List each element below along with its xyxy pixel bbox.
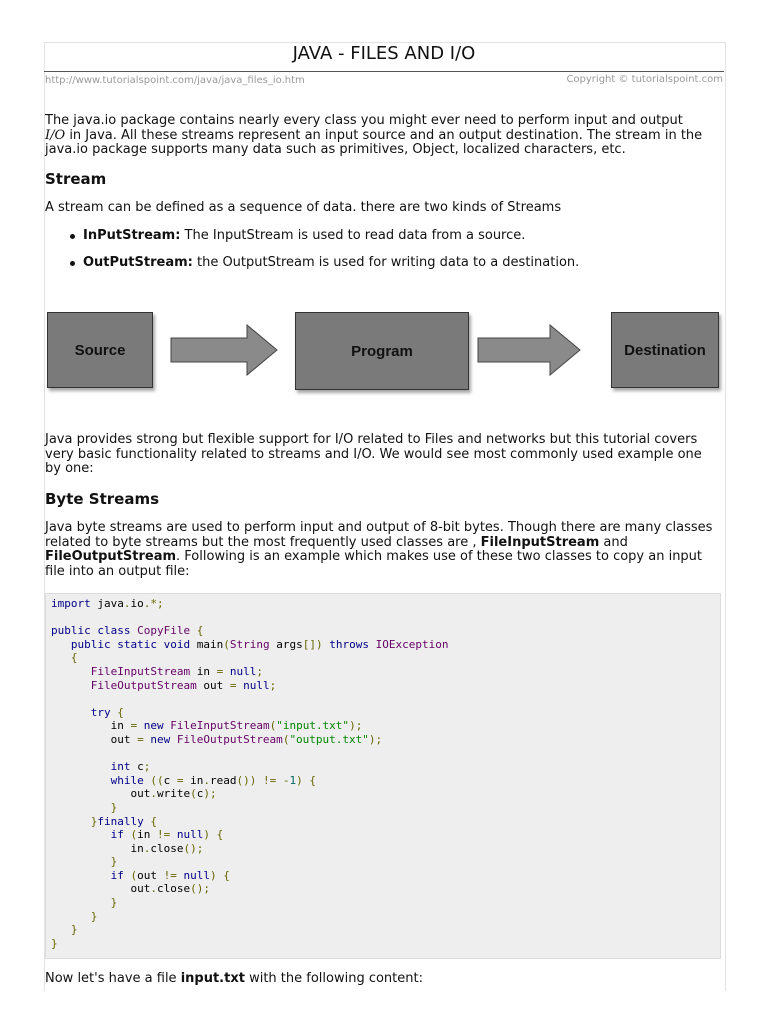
bullet-icon xyxy=(70,261,75,266)
code-line: in.close(); xyxy=(51,841,204,855)
footer-text-2: with the following content: xyxy=(244,971,423,986)
code-line: in = new FileInputStream("input.txt"); xyxy=(51,719,363,733)
code-line: if (in != null) { xyxy=(110,828,224,842)
file-name: input.txt xyxy=(180,971,245,986)
list-item-outputstream xyxy=(45,255,579,270)
intro-text-2: in Java. All these streams represent an input source and an output destination. The stream in the java.io package supports many data such as primitives, Object, localized characters, etc. xyxy=(45,127,703,157)
title-divider xyxy=(44,71,724,72)
byte-streams-paragraph xyxy=(45,521,721,579)
code-content xyxy=(46,594,720,950)
code-line: public static void main(String args[]) throws IOException xyxy=(70,637,449,651)
code-line: while ((c = in.read()) != -1) { xyxy=(110,773,316,787)
code-line: out.write(c); xyxy=(51,787,217,801)
destination-box: Destination xyxy=(611,312,719,388)
code-line: public class CopyFile { xyxy=(51,624,204,638)
code-line: { xyxy=(70,651,78,665)
stream-flow-diagram xyxy=(45,308,721,392)
list-item-inputstream xyxy=(45,228,579,243)
bullet-text: The InputStream is used to read data from a source. xyxy=(180,228,526,243)
program-box: Program xyxy=(295,312,469,390)
footer-text-1: Now let's have a file xyxy=(45,971,181,986)
code-line: } xyxy=(110,896,118,910)
code-line: int c; xyxy=(110,760,151,774)
intro-text-1: The java.io package contains nearly every class you might ever need to perform input and output xyxy=(45,113,683,128)
bullet-term: InPutStream: xyxy=(83,228,181,243)
code-line: out.close(); xyxy=(51,882,210,896)
bullet-term: OutPutStream: xyxy=(83,255,193,270)
byte-streams-heading: Byte Streams xyxy=(45,490,160,508)
byte-text-2: . Following is an example which makes use of these two classes to copy an input file into an output file: xyxy=(45,549,703,579)
code-line: }finally { xyxy=(90,814,157,828)
code-line: } xyxy=(51,936,58,950)
code-line: if (out != null) { xyxy=(110,868,230,882)
byte-text-1: Java byte streams are used to perform input and output of 8-bit bytes. Though there are many classes related to byte streams but the most frequently used classes are , xyxy=(45,520,713,550)
source-url[interactable]: http://www.tutorialspoint.com/java/java_files_io.htm xyxy=(45,75,305,86)
code-block[interactable] xyxy=(45,593,721,959)
bullet-text: the OutputStream is used for writing data to a destination. xyxy=(192,255,580,270)
intro-paragraph xyxy=(45,114,721,158)
byte-and: and xyxy=(599,534,628,550)
code-line: } xyxy=(110,800,118,814)
code-line: import java.io.*; xyxy=(51,597,164,610)
page-title: JAVA - FILES AND I/O xyxy=(292,43,476,64)
source-box: Source xyxy=(47,312,153,388)
class-name: FileInputStream xyxy=(480,534,600,550)
code-line: FileInputStream in = null; xyxy=(90,664,263,678)
code-line: } xyxy=(70,923,78,937)
stream-types-list xyxy=(45,228,579,282)
footer-paragraph xyxy=(45,972,721,987)
class-name: FileOutputStream xyxy=(45,549,177,564)
bullet-icon xyxy=(70,234,75,239)
stream-description: A stream can be defined as a sequence of data. there are two kinds of Streams xyxy=(45,200,562,215)
code-line: } xyxy=(90,909,98,923)
copyright-notice: Copyright © tutorialspoint.com xyxy=(566,74,723,85)
support-paragraph: Java provides strong but flexible support for I/O related to Files and networks but this tutorial covers very basic functionality related to streams and I/O. We would see most commonly used example one by one: xyxy=(45,432,702,476)
io-term: I/O xyxy=(45,127,66,143)
code-line: FileOutputStream out = null; xyxy=(90,678,277,692)
code-line: try { xyxy=(90,705,124,719)
stream-heading: Stream xyxy=(45,170,107,188)
code-line: } xyxy=(110,855,118,869)
code-line: out = new FileOutputStream("output.txt"); xyxy=(51,732,383,746)
arrow-right-icon xyxy=(477,324,583,376)
arrow-right-icon xyxy=(170,324,280,376)
